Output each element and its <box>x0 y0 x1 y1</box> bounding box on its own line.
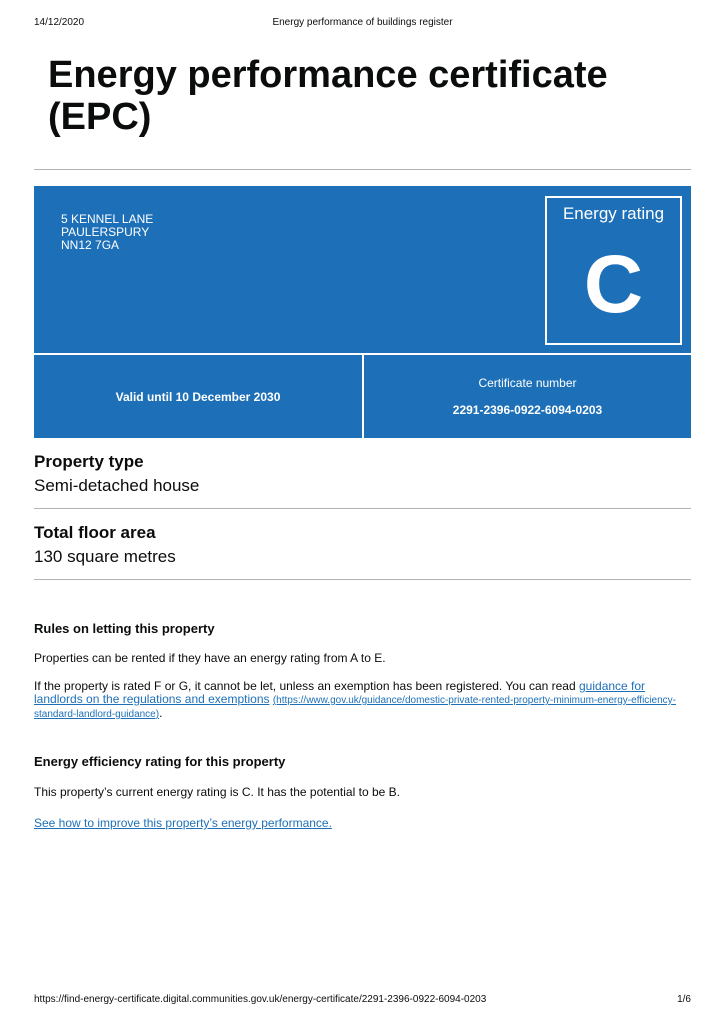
letting-rules-para2-prefix: If the property is rated F or G, it cannot be let, unless an exemption has been registered. You can read <box>34 679 579 693</box>
floor-area-label: Total floor area <box>34 523 156 542</box>
landlord-guidance-url[interactable]: (https://www.gov.uk/guidance/domestic-private-rented-property-minimum-energy-efficiency-standard-landlord-guidance) <box>34 695 676 720</box>
floor-area-value: 130 square metres <box>34 547 176 566</box>
page-title: Energy performance certificate (EPC) <box>48 54 608 138</box>
validity-cell <box>34 355 362 438</box>
print-date: 14/12/2020 <box>34 17 85 28</box>
divider <box>34 169 691 170</box>
certificate-number-label: Certificate number <box>478 376 577 390</box>
letting-rules-heading: Rules on letting this property <box>34 621 215 636</box>
property-type-label: Property type <box>34 452 144 471</box>
efficiency-text: This property’s current energy rating is C. It has the potential to be B. <box>34 785 400 799</box>
energy-rating-box <box>545 196 682 345</box>
address-line-2: PAULERSPURY <box>61 225 150 239</box>
energy-rating-letter: C <box>583 239 644 330</box>
address-line-1: 5 KENNEL LANE <box>61 212 154 226</box>
property-type-value: Semi-detached house <box>34 476 200 495</box>
letting-rules-para1: Properties can be rented if they have an energy rating from A to E. <box>34 651 386 665</box>
print-page-title: Energy performance of buildings register <box>272 17 453 28</box>
print-url: https://find-energy-certificate.digital.communities.gov.uk/energy-certificate/2291-2396-0922-6094-0203 <box>34 994 487 1005</box>
landlord-guidance-link[interactable]: guidance for landlords on the regulations and exemptions <box>34 679 646 706</box>
improve-performance-link[interactable]: See how to improve this property’s energy performance. <box>34 816 332 830</box>
address-postcode: NN12 7GA <box>61 238 120 252</box>
energy-rating-label: Energy rating <box>562 204 665 223</box>
certificate-number: 2291-2396-0922-6094-0203 <box>452 403 603 417</box>
certificate-number-cell <box>364 355 691 438</box>
improve-performance-paragraph <box>34 817 691 830</box>
property-address <box>61 213 153 252</box>
efficiency-heading: Energy efficiency rating for this property <box>34 754 286 769</box>
page-number: 1/6 <box>677 994 691 1005</box>
letting-rules-para2 <box>34 680 691 721</box>
valid-until: Valid until 10 December 2030 <box>115 389 281 404</box>
certificate-details <box>34 355 691 438</box>
certificate-summary-panel <box>34 186 691 353</box>
divider <box>34 508 691 509</box>
divider <box>34 579 691 580</box>
print-header <box>34 17 691 31</box>
letting-rules-para2-suffix: . <box>159 706 163 720</box>
